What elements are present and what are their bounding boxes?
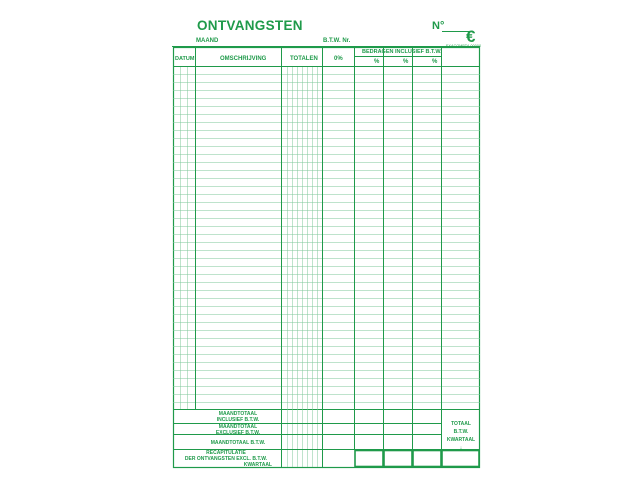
arrow-down-icon: ↓ (459, 445, 463, 451)
totaal-btw-kwartaal-label: TOTAAL B.T.W. KWARTAAL ↓ (442, 420, 480, 452)
col-datum: DATUM (175, 56, 195, 62)
col-pct-2: % (403, 59, 409, 65)
col-omschrijving: OMSCHRIJVING (220, 56, 267, 62)
maandtotaal-btw-label: MAANDTOTAAL B.T.W. (210, 440, 266, 446)
col-pct-3: % (432, 59, 438, 65)
maand-label: MAAND (196, 38, 219, 44)
recap-box-pct-1 (384, 451, 412, 467)
col-zero-pct: 0% (334, 56, 343, 62)
form-title: ONTVANGSTEN (197, 18, 303, 33)
btw-nr-label: B.T.W. Nr. (323, 38, 351, 44)
maandtotaal-excl-label: MAANDTOTAAL EXCLUSIEF B.T.W. (215, 424, 261, 436)
col-pct-1: % (374, 59, 380, 65)
euro-icon: € (466, 27, 476, 46)
recap-box-pct-2 (413, 451, 441, 467)
recap-box-0pct (355, 451, 383, 467)
currency-note: EXACOMPTA 00000 (446, 44, 482, 48)
number-label: N° (432, 20, 445, 32)
recap-box-total-btw (442, 451, 479, 467)
recapitulatie-label: RECAPITULATIE DER ONTVANGSTEN EXCL. B.T.W. KWARTAAL (184, 450, 272, 468)
maandtotaal-incl-label: MAANDTOTAAL INCLUSIEF B.T.W. (216, 411, 260, 423)
col-bedragen-header: BEDRAGEN INCLUSIEF B.T.W. (362, 49, 442, 55)
col-totalen: TOTALEN (290, 56, 318, 62)
